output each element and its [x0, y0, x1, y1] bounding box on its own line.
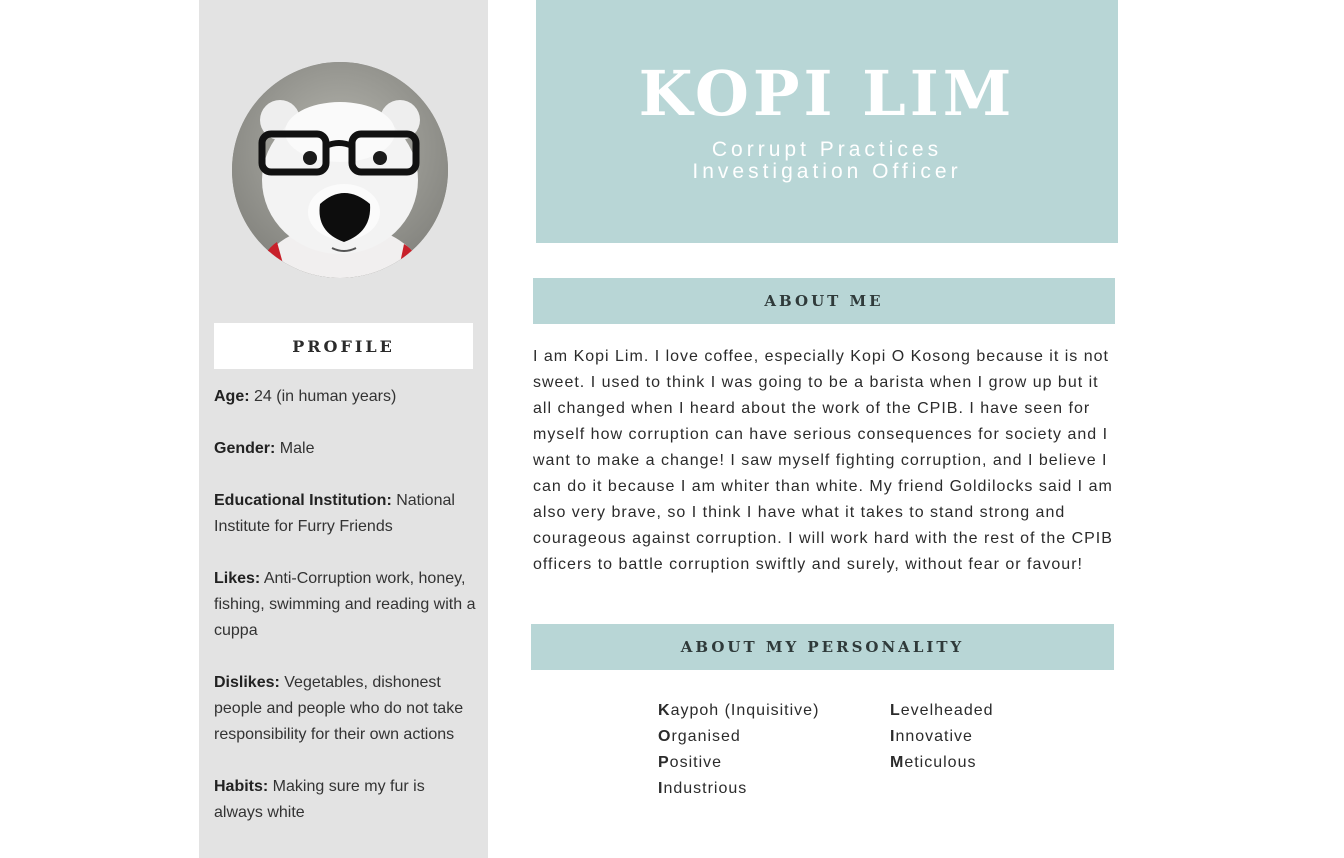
trait-initial: I — [658, 780, 664, 797]
person-name: KOPI LIM — [638, 57, 1016, 130]
profile-header — [214, 323, 473, 369]
profile-label: Age: — [214, 388, 250, 405]
polar-bear-photo — [232, 62, 448, 278]
trait-initial: P — [658, 754, 670, 771]
personality-header — [531, 624, 1114, 670]
profile-label: Educational Institution: — [214, 492, 392, 509]
personality-column-1 — [658, 698, 819, 802]
profile-value: Vegetables, dishonest people and people who do not take responsibility for their own actions — [214, 674, 464, 743]
trait-item — [890, 750, 994, 776]
trait-rest: eticulous — [904, 754, 977, 771]
avatar — [232, 62, 448, 278]
profile-label: Gender: — [214, 440, 276, 457]
profile-item-gender — [214, 436, 476, 462]
profile-item-age — [214, 384, 476, 410]
trait-initial: O — [658, 728, 672, 745]
job-title-line1: Corrupt Practices — [711, 138, 943, 161]
profile-list — [214, 384, 476, 852]
profile-value: Making sure my fur is always white — [214, 778, 425, 821]
trait-initial: I — [890, 728, 896, 745]
trait-item — [658, 750, 819, 776]
trait-rest: nnovative — [895, 728, 973, 745]
profile-item-likes — [214, 566, 476, 644]
personality-column-2 — [890, 698, 994, 776]
trait-item — [658, 776, 819, 802]
trait-initial: K — [658, 702, 671, 719]
profile-label: Habits: — [214, 778, 269, 795]
trait-rest: evelheaded — [900, 702, 994, 719]
trait-initial: L — [890, 702, 901, 719]
profile-value: 24 (in human years) — [249, 388, 397, 405]
profile-item-habits — [214, 774, 476, 826]
about-me-header — [533, 278, 1115, 324]
job-title — [536, 139, 1118, 183]
profile-item-dislikes — [214, 670, 476, 748]
trait-item — [658, 698, 819, 724]
profile-value: Male — [275, 440, 315, 457]
trait-item — [890, 724, 994, 750]
trait-rest: rganised — [671, 728, 741, 745]
trait-rest: aypoh (Inquisitive) — [670, 702, 820, 719]
about-me-title: ABOUT ME — [764, 292, 884, 310]
trait-initial: M — [890, 754, 905, 771]
trait-item — [890, 698, 994, 724]
profile-label: Dislikes: — [214, 674, 280, 691]
about-me-text: I am Kopi Lim. I love coffee, especially Kopi O Kosong because it is not sweet. I used to think I was going to be a barista when I grow up but it all changed when I heard about the work of the CPIB. I have seen for myself how corruption can have serious consequences for society and I want to make a change! I saw myself fighting corruption, and I believe I can do it because I am whiter than white. My friend Goldilocks said I am also very brave, so I think I have what it takes to stand strong and courageous against corruption. I will work hard with the rest of the CPIB officers to battle corruption swiftly and surely, without fear or favour! — [533, 348, 1113, 573]
profile-item-education — [214, 488, 476, 540]
sidebar — [199, 0, 488, 858]
trait-rest: ositive — [669, 754, 723, 771]
profile-value: Anti-Corruption work, honey, fishing, swimming and reading with a cuppa — [214, 570, 476, 639]
profile-title: PROFILE — [292, 336, 395, 356]
profile-value: National Institute for Furry Friends — [214, 492, 455, 535]
trait-rest: ndustrious — [663, 780, 748, 797]
profile-label: Likes: — [214, 570, 261, 587]
personality-title: ABOUT MY PERSONALITY — [680, 638, 965, 656]
job-title-line2: Investigation Officer — [692, 160, 962, 183]
name-banner — [536, 0, 1118, 243]
trait-item — [658, 724, 819, 750]
